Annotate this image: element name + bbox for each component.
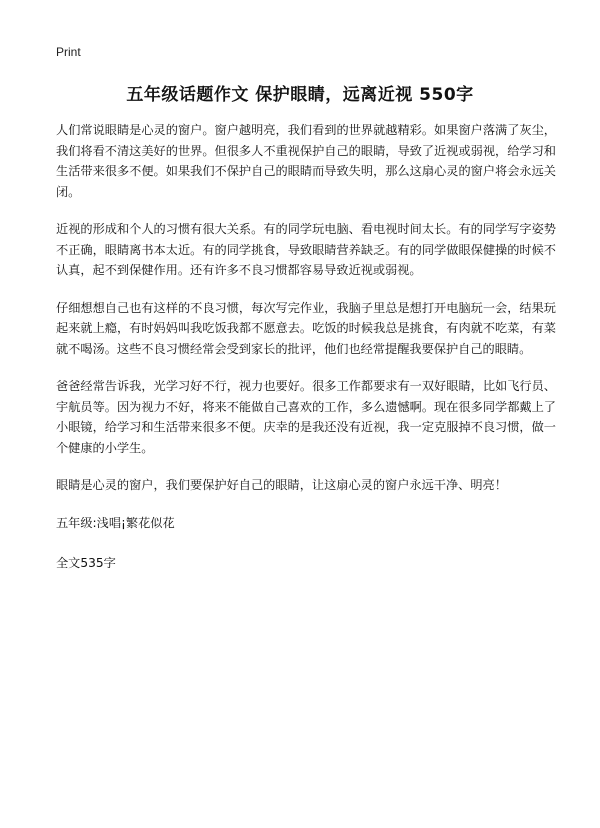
article-title: 五年级话题作文 保护眼睛，远离近视 550字 (126, 85, 474, 105)
article-body (56, 120, 556, 593)
article-paragraph: 爸爸经常告诉我，光学习好不行，视力也要好。很多工作都要求有一双好眼睛，比如飞行员、宇航员等。因为视力不好，将来不能做自己喜欢的工作，多么遗憾啊。现在很多同学都戴上了小眼镜，给学习和生活带来很多不便。庆幸的是我还没有近视，我一定克服掉不良习惯，做一个健康的小学生。 (56, 379, 556, 455)
article-paragraph: 近视的形成和个人的习惯有很大关系。有的同学玩电脑、看电视时间太长。有的同学写字姿势不正确，眼睛离书本太近。有的同学挑食，导致眼睛营养缺乏。有的同学做眼保健操的时候不认真，起不到保健作用。还有许多不良习惯都容易导致近视或弱视。 (56, 222, 556, 277)
author-line: 五年级:浅唱¡繁花似花 (56, 515, 175, 530)
article-paragraph: 人们常说眼睛是心灵的窗户。窗户越明亮，我们看到的世界就越精彩。如果窗户落满了灰尘，我们将看不清这美好的世界。但很多人不重视保护自己的眼睛，导致了近视或弱视，给学习和生活带来很多不便。如果我们不保护自己的眼睛而导致失明，那么这扇心灵的窗户将会永远关闭。 (56, 123, 556, 199)
word-count: 全文535字 (56, 555, 116, 570)
print-link[interactable]: Print (56, 45, 81, 59)
article-paragraph: 眼睛是心灵的窗户，我们要保护好自己的眼睛，让这扇心灵的窗户永远干净、明亮！ (56, 478, 507, 492)
article-paragraph: 仔细想想自己也有这样的不良习惯，每次写完作业，我脑子里总是想打开电脑玩一会，结果玩起来就上瘾，有时妈妈叫我吃饭我都不愿意去。吃饭的时候我总是挑食，有肉就不吃菜，有菜就不喝汤。这些不良习惯经常会受到家长的批评，他们也经常提醒我要保护自己的眼睛。 (56, 300, 556, 356)
